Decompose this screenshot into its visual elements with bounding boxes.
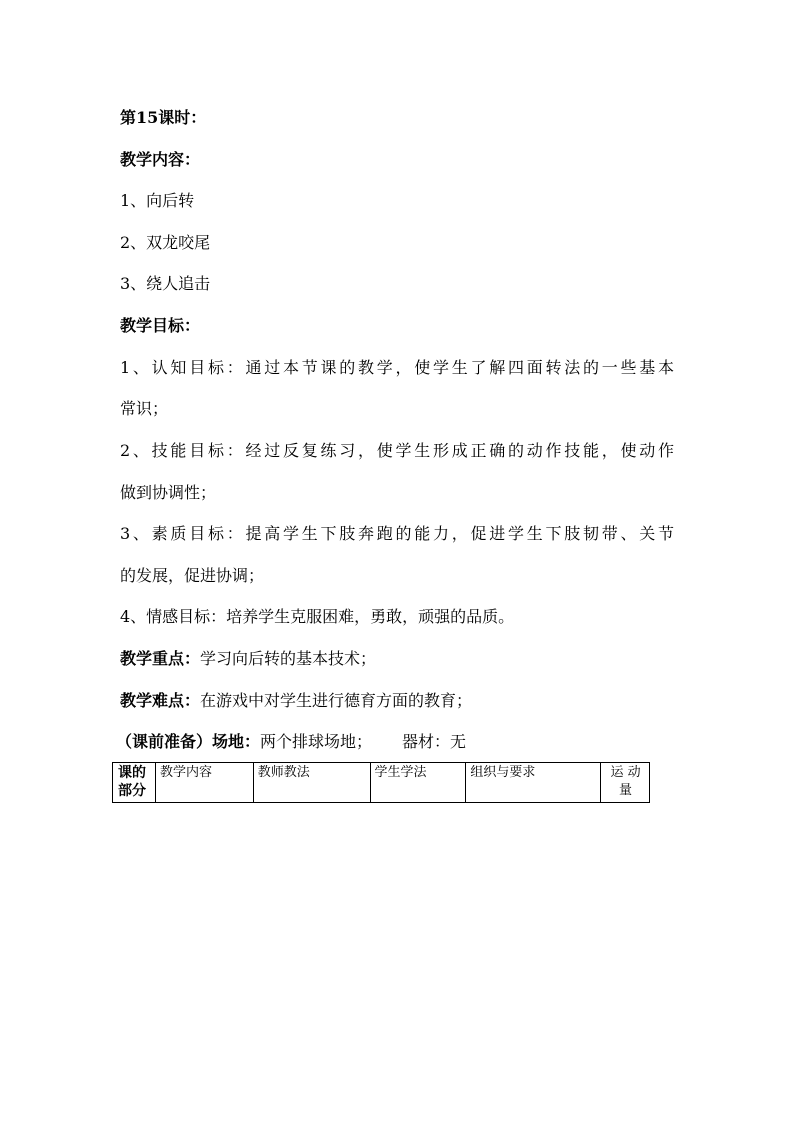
key-point-label: 教学重点： (120, 649, 201, 668)
difficulty-label: 教学难点： (120, 691, 201, 710)
header-cell-teacher-method: 教师教法 (253, 763, 370, 803)
difficulty-text: 在游戏中对学生进行德育方面的教育； (200, 691, 473, 710)
objective-line: 常识； (120, 399, 169, 418)
objective-line: 的发展，促进协调； (120, 566, 265, 585)
lesson-plan-table (112, 762, 650, 803)
header-cell-organization: 组织与要求 (466, 763, 601, 803)
lesson-title: 第15课时： (120, 108, 207, 127)
content-heading: 教学内容： (120, 150, 201, 169)
preparation (116, 732, 466, 752)
objective-line: 4、情感目标：培养学生克服困难，勇敢，顽强的品质。 (120, 607, 515, 626)
objective-line: 1、认知目标：通过本节课的教学，使学生了解四面转法的一些基本 (120, 358, 674, 377)
preparation-venue: 两个排球场地； (260, 732, 373, 751)
header-cell-load (601, 763, 650, 803)
objective-line: 2、技能目标：经过反复练习，使学生形成正确的动作技能，使动作 (120, 441, 674, 460)
header-cell-load-top: 运 动 (610, 765, 641, 780)
content-item: 3、绕人追击 (120, 274, 211, 293)
objective-line: 3、素质目标：提高学生下肢奔跑的能力，促进学生下肢韧带、关节 (120, 524, 674, 543)
header-cell-student-method: 学生学法 (370, 763, 466, 803)
header-cell-content: 教学内容 (155, 763, 253, 803)
key-point (120, 649, 376, 669)
content-item: 2、双龙咬尾 (120, 233, 211, 252)
header-cell-section (113, 763, 156, 803)
header-cell-section-bottom: 部分 (118, 783, 146, 799)
objective-line: 做到协调性； (120, 483, 217, 502)
preparation-equipment-label: 器材： (402, 732, 451, 751)
table-header-row (113, 763, 650, 803)
header-cell-section-top: 课的 (118, 765, 146, 781)
objectives-heading: 教学目标： (120, 316, 201, 335)
preparation-equipment: 无 (450, 732, 467, 751)
content-item: 1、向后转 (120, 191, 195, 210)
preparation-label: （课前准备）场地： (116, 732, 261, 751)
header-cell-load-bottom: 量 (619, 783, 633, 798)
key-point-text: 学习向后转的基本技术； (200, 649, 377, 668)
difficulty (120, 691, 472, 711)
